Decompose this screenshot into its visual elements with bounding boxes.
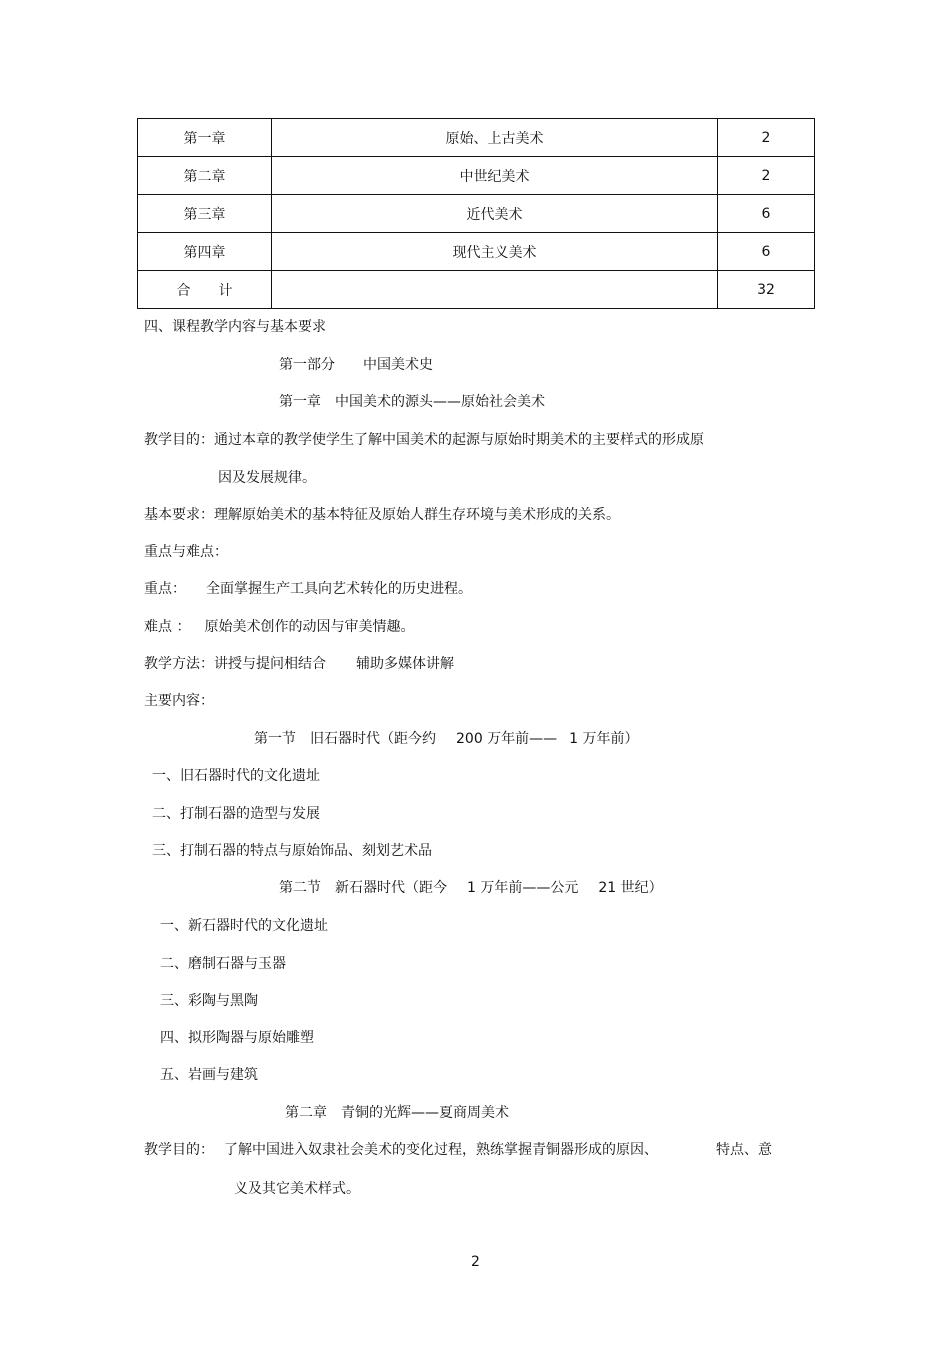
method-label: 教学方法： <box>144 656 214 672</box>
section-range-end: 21 世纪） <box>598 880 663 896</box>
section-title-text: 旧石器时代（距今约 <box>310 731 436 747</box>
course-hours-table <box>137 118 815 309</box>
key-text: 全面掌握生产工具向艺术转化的历史进程。 <box>206 581 472 597</box>
method-b: 辅助多媒体讲解 <box>356 656 454 672</box>
total-title-cell <box>272 271 718 309</box>
goal-text: 通过本章的教学使学生了解中国美术的起源与原始时期美术的主要样式的形成原 <box>214 432 704 448</box>
hours-cell: 2 <box>718 157 815 195</box>
goal-text: 了解中国进入奴隶社会美术的变化过程，熟练掌握青铜器形成的原因、 <box>224 1142 658 1158</box>
title-cell: 现代主义美术 <box>272 233 718 271</box>
list-item: 五、岩画与建筑 <box>160 1067 258 1083</box>
teaching-goal <box>144 1141 772 1159</box>
diff-label: 难点 ： <box>144 619 191 635</box>
basic-requirement <box>144 506 620 524</box>
title-cell: 中世纪美术 <box>272 157 718 195</box>
part-label: 第一部分 <box>279 357 335 373</box>
list-item: 二、打制石器的造型与发展 <box>152 806 320 822</box>
section-heading: 四、课程教学内容与基本要求 <box>144 319 326 335</box>
key-point <box>144 580 472 598</box>
table-row <box>138 233 815 271</box>
chapter-heading <box>285 1104 509 1122</box>
goal-label: 教学目的： <box>144 432 214 448</box>
goal-label: 教学目的： <box>144 1142 214 1158</box>
difficult-point <box>144 618 414 636</box>
title-cell: 原始、上古美术 <box>272 119 718 157</box>
list-item: 三、打制石器的特点与原始饰品、刻划艺术品 <box>152 843 432 859</box>
diff-text: 原始美术创作的动因与审美情趣。 <box>204 619 415 635</box>
section-range-start: 200 万年前—— <box>456 731 558 747</box>
chapter-title: 中国美术的源头——原始社会美术 <box>335 394 545 410</box>
list-item: 二、磨制石器与玉器 <box>160 956 286 972</box>
part-title: 中国美术史 <box>363 357 433 373</box>
chapter-cell: 第一章 <box>138 119 272 157</box>
req-label: 基本要求： <box>144 507 214 523</box>
hours-cell: 6 <box>718 233 815 271</box>
section-title <box>279 879 663 897</box>
section-range-end: 1 万年前） <box>569 731 639 747</box>
chapter-cell: 第四章 <box>138 233 272 271</box>
goal-text-continued: 因及发展规律。 <box>218 470 316 486</box>
table-row <box>138 157 815 195</box>
method-a: 讲授与提问相结合 <box>214 656 326 672</box>
total-label-cell: 合 计 <box>138 271 272 309</box>
goal-text-tail: 特点、意 <box>716 1142 772 1158</box>
chapter-label: 第二章 <box>285 1105 327 1121</box>
chapter-cell: 第二章 <box>138 157 272 195</box>
keypoints-heading: 重点与难点： <box>144 544 228 560</box>
list-item: 三、彩陶与黑陶 <box>160 993 258 1009</box>
req-text: 理解原始美术的基本特征及原始人群生存环境与美术形成的关系。 <box>214 507 620 523</box>
chapter-label: 第一章 <box>279 394 321 410</box>
table-row <box>138 119 815 157</box>
total-hours-cell: 32 <box>718 271 815 309</box>
page-number: 2 <box>471 1254 480 1270</box>
hours-cell: 2 <box>718 119 815 157</box>
goal-text-continued: 义及其它美术样式。 <box>234 1181 360 1197</box>
list-item: 四、拟形陶器与原始雕塑 <box>160 1030 314 1046</box>
section-title <box>254 730 639 748</box>
table-row <box>138 195 815 233</box>
table-total-row <box>138 271 815 309</box>
title-cell: 近代美术 <box>272 195 718 233</box>
part-heading <box>279 356 433 374</box>
chapter-title: 青铜的光辉——夏商周美术 <box>341 1105 509 1121</box>
teaching-goal <box>144 431 704 449</box>
section-label: 第二节 <box>279 880 321 896</box>
section-label: 第一节 <box>254 731 296 747</box>
content-heading: 主要内容： <box>144 693 214 709</box>
chapter-cell: 第三章 <box>138 195 272 233</box>
list-item: 一、旧石器时代的文化遗址 <box>152 768 320 784</box>
section-range-start: 1 万年前——公元 <box>467 880 579 896</box>
list-item: 一、新石器时代的文化遗址 <box>160 918 328 934</box>
key-label: 重点： <box>144 581 186 597</box>
teaching-method <box>144 655 454 673</box>
hours-cell: 6 <box>718 195 815 233</box>
chapter-heading <box>279 393 545 411</box>
section-title-text: 新石器时代（距今 <box>335 880 447 896</box>
